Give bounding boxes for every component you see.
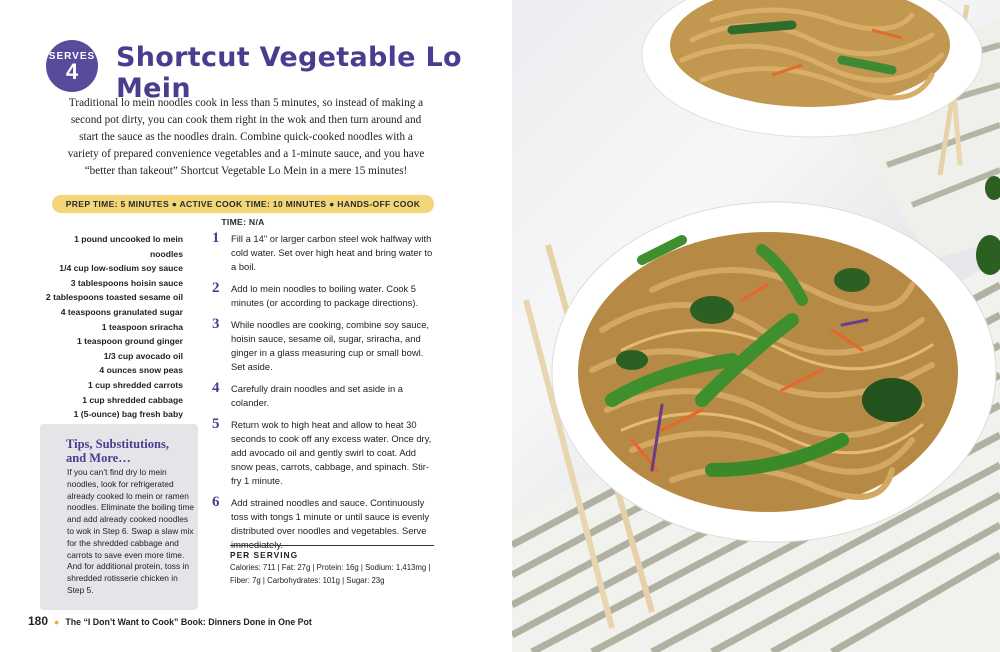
ingredient-item: 1/4 cup low-sodium soy sauce: [59, 263, 183, 274]
recipe-title: Shortcut Vegetable Lo Mein: [116, 42, 462, 104]
step-text: While noodles are cooking, combine soy sauce, hoisin sauce, sesame oil, sugar, sriracha, and ginger in a glass measuring cup or small bowl. Set aside.: [231, 319, 430, 372]
ingredient-item: 1 (5-ounce) bag fresh baby: [73, 409, 183, 420]
step-text: Return wok to high heat and allow to heat 30 seconds to cook off any excess water. Once dry, add avocado oil and gently swirl to coat. Add snow peas, carrots, cabbage, and spinach. Stir-fry 1 minute.: [231, 419, 432, 486]
page-footer: [28, 614, 312, 628]
step-text: Fill a 14" or larger carbon steel wok halfway with cold water. Set over high heat and bring water to a boil.: [231, 233, 433, 272]
ingredient-item: 1 cup shredded cabbage: [82, 394, 183, 405]
book-title: The “I Don’t Want to Cook” Book: Dinners Done in One Pot: [65, 617, 312, 627]
step-item: [212, 232, 436, 274]
ingredient-item: 1 teaspoon sriracha: [101, 321, 183, 332]
nutrition-line: Fiber: 7g | Carbohydrates: 101g | Sugar: 23g: [230, 575, 385, 585]
recipe-intro: Traditional lo mein noodles cook in less than 5 minutes, so instead of making a second pot dirty, you can cook them right in the wok and then turn around and start the sauce as the noodles drain. Combine quick-cooked noodles with a variety of prepared convenience vegetables and a 1-minute sauce, and you have “better than takeout” Shortcut Vegetable Lo Mein in a mere 15 minutes!: [67, 97, 425, 177]
page-number: 180: [28, 614, 49, 628]
serves-count: 4: [65, 59, 79, 84]
step-item: [212, 282, 436, 310]
ingredient-item: 1 pound uncooked lo mein noodles: [74, 234, 183, 259]
ingredient-item: 2 tablespoons toasted sesame oil: [45, 292, 183, 303]
step-number: 3: [212, 316, 220, 332]
per-serving-heading: PER SERVING: [230, 550, 299, 560]
ingredient-item: 1 teaspoon ground ginger: [77, 336, 183, 347]
nutrition-line: Calories: 711 | Fat: 27g | Protein: 16g | Sodium: 1,413mg |: [230, 563, 431, 572]
step-text: Add lo mein noodles to boiling water. Cook 5 minutes (or according to package directions).: [231, 283, 419, 308]
step-item: [212, 418, 436, 488]
step-number: 4: [212, 380, 220, 396]
food-photo: [512, 0, 1000, 652]
serves-label: SERVES: [48, 51, 96, 62]
step-number: 2: [212, 280, 220, 296]
step-text: Carefully drain noodles and set aside in a colander.: [231, 383, 403, 408]
bullet-icon: ●: [54, 617, 60, 627]
ingredient-item: 1/3 cup avocado oil: [103, 350, 183, 361]
tips-box: [40, 424, 198, 610]
steps-list: [212, 232, 436, 560]
step-number: 6: [212, 494, 220, 510]
serves-badge: [46, 40, 98, 92]
main-bowl: [552, 202, 996, 542]
lo-mein-photo: [512, 0, 1000, 652]
per-serving: [230, 545, 434, 587]
ingredient-item: 4 teaspoons granulated sugar: [60, 306, 183, 317]
step-number: 5: [212, 416, 220, 432]
ingredients-list: [40, 232, 183, 436]
step-item: [212, 496, 436, 552]
ingredient-item: 4 ounces snow peas: [99, 365, 183, 376]
time-bar: PREP TIME: 5 MINUTES ● ACTIVE COOK TIME: 10 MINUTES ● HANDS-OFF COOK TIME: N/A: [52, 195, 434, 213]
step-text: Add strained noodles and sauce. Continuously toss with tongs 1 minute or until sauce is evenly distributed over noodles and vegetables. Serve immediately.: [231, 497, 430, 550]
step-item: [212, 382, 436, 410]
step-number: 1: [212, 230, 220, 246]
tips-title: Tips, Substitutions, and More…: [66, 437, 169, 465]
ingredient-item: 3 tablespoons hoisin sauce: [70, 277, 183, 288]
ingredient-item: 1 cup shredded carrots: [87, 379, 183, 390]
step-item: [212, 318, 436, 374]
tips-body: If you can’t find dry lo mein noodles, look for refrigerated already cooked lo mein or ramen noodles. Eliminate the boiling time and add already cooked noodles to wok in Step 6. Swap a slaw mix for the shredded cabbage and carrots to save even more time. And for additional protein, toss in shredded rotisserie chicken in Step 5.: [67, 467, 195, 595]
